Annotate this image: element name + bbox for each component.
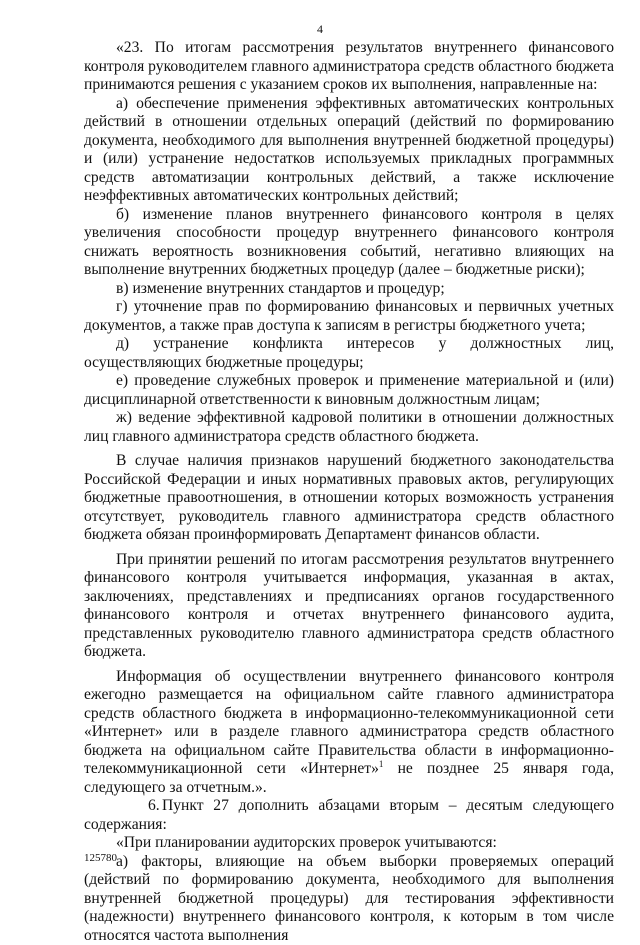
paragraph-audit-planning: «При планировании аудиторских проверок учитываются: <box>84 834 614 853</box>
paragraph-23: «23. По итогам рассмотрения результатов внутреннего финансового контроля руководителем главного администратора средств областного бюджета принимаются решения с указанием сроков их выполнения, направленные на: <box>84 39 614 95</box>
paragraph-item-zh: ж) ведение эффективной кадровой политики в отношении должностных лиц главного администратора средств областного бюджета. <box>84 409 614 446</box>
paragraph-publication <box>84 668 614 798</box>
paragraph-violations: В случае наличия признаков нарушений бюджетного законодательства Российской Федерации и иных нормативных правовых актов, регулирующих бюджетные правоотношения, в отношении которых возможность устранения отсутствует, руководитель главного администратора средств областного бюджета обязан проинформировать Департамент финансов области. <box>84 452 614 545</box>
point-6-number: 6. <box>116 797 162 816</box>
paragraph-item-a: а) обеспечение применения эффективных автоматических контрольных действий в отношении отдельных операций (действий по формированию документа, необходимого для выполнения внутренней бюджетной процедуры) и (или) устранение недостатков используемых прикладных программных средств автоматизации контрольных действий, а также исключение неэффективных автоматических контрольных действий; <box>84 95 614 206</box>
paragraph-item-d: д) устранение конфликта интересов у должностных лиц, осуществляющих бюджетные процедуры; <box>84 335 614 372</box>
paragraph-publication-tail: не позднее 25 января года, следующего за отчетным.». <box>84 760 614 796</box>
paragraph-publication-text: Информация об осуществлении внутреннего финансового контроля ежегодно размещается на официальном сайте главного администратора средств областного бюджета в информационно-телекоммуникационной сети «Интернет» или в разделе главного администратора средств областного бюджета на официальном сайте Правительства области в информационно-телекоммуникационной сети «Интернет» <box>84 668 614 778</box>
paragraph-item-g: г) уточнение прав по формированию финансовых и первичных учетных документов, а также прав доступа к записям в регистры бюджетного учета; <box>84 298 614 335</box>
paragraph-item-e: е) проведение служебных проверок и применение материальной и (или) дисциплинарной ответственности к виновным должностным лицам; <box>84 372 614 409</box>
document-body <box>84 39 614 945</box>
paragraph-decisions: При принятии решений по итогам рассмотрения результатов внутреннего финансового контроля учитывается информация, указанная в актах, заключениях, представлениях и предписаниях органов государственного финансового контроля и отчетах внутреннего финансового аудита, представленных руководителю главного администратора средств областного бюджета. <box>84 551 614 662</box>
page-number: 4 <box>0 22 640 36</box>
paragraph-audit-factors: а) факторы, влияющие на объем выборки проверяемых операций (действий по формированию документа, необходимого для выполнения внутренней бюджетной процедуры) для тестирования эффективности (надежности) внутреннего финансового контроля, к которым в том числе относятся частота выполнения <box>84 853 614 945</box>
document-code: 125780 <box>84 852 117 865</box>
paragraph-item-v: в) изменение внутренних стандартов и процедур; <box>84 280 614 299</box>
footnote-marker: 1 <box>379 759 384 769</box>
point-6-text: Пункт 27 дополнить абзацами вторым – десятым следующего содержания: <box>84 797 614 833</box>
point-6 <box>84 797 614 834</box>
paragraph-item-b: б) изменение планов внутреннего финансового контроля в целях увеличения способности процедур внутреннего финансового контроля снижать вероятность возникновения событий, негативно влияющих на выполнение внутренних бюджетных процедур (далее – бюджетные риски); <box>84 206 614 280</box>
